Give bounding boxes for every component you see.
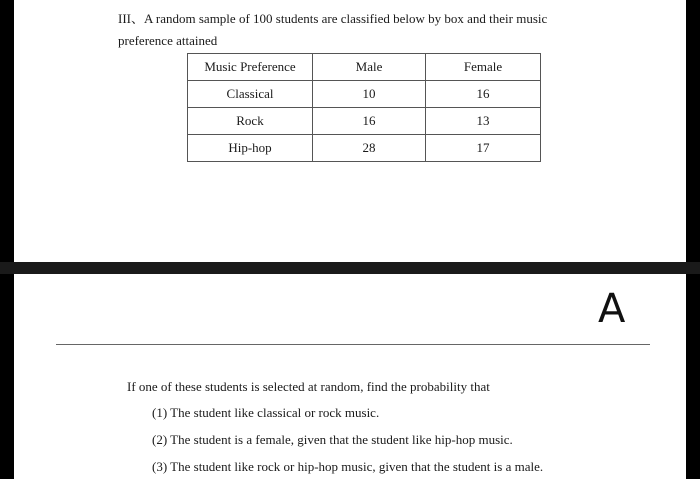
cell-hip-hop-male: 28 bbox=[313, 135, 426, 162]
table-row bbox=[188, 108, 541, 135]
table-row bbox=[188, 81, 541, 108]
table-row bbox=[188, 135, 541, 162]
divider-line bbox=[56, 344, 650, 345]
header-male: Male bbox=[313, 54, 426, 81]
row-label-hip-hop: Hip-hop bbox=[188, 135, 313, 162]
cell-rock-male: 16 bbox=[313, 108, 426, 135]
cell-classical-male: 10 bbox=[313, 81, 426, 108]
question-text-line-1: III、A random sample of 100 students are classified below by box and their music bbox=[118, 11, 548, 26]
lower-page bbox=[0, 274, 700, 479]
sub-question-1: (1) The student like classical or rock music. bbox=[152, 405, 380, 420]
header-music-preference: Music Preference bbox=[188, 54, 313, 81]
question-text-line-2: preference attained bbox=[118, 33, 218, 48]
header-female: Female bbox=[426, 54, 541, 81]
cell-rock-female: 13 bbox=[426, 108, 541, 135]
cell-hip-hop-female: 17 bbox=[426, 135, 541, 162]
sub-question-2: (2) The student is a female, given that the student like hip-hop music. bbox=[152, 432, 513, 447]
answer-letter: A bbox=[598, 286, 626, 332]
sub-question-3: (3) The student like rock or hip-hop music, given that the student is a male. bbox=[152, 459, 544, 474]
table-header-row bbox=[188, 54, 541, 81]
music-preference-table bbox=[187, 53, 541, 162]
row-label-classical: Classical bbox=[188, 81, 313, 108]
row-label-rock: Rock bbox=[188, 108, 313, 135]
cell-classical-female: 16 bbox=[426, 81, 541, 108]
probability-prompt: If one of these students is selected at random, find the probability that bbox=[127, 379, 490, 394]
